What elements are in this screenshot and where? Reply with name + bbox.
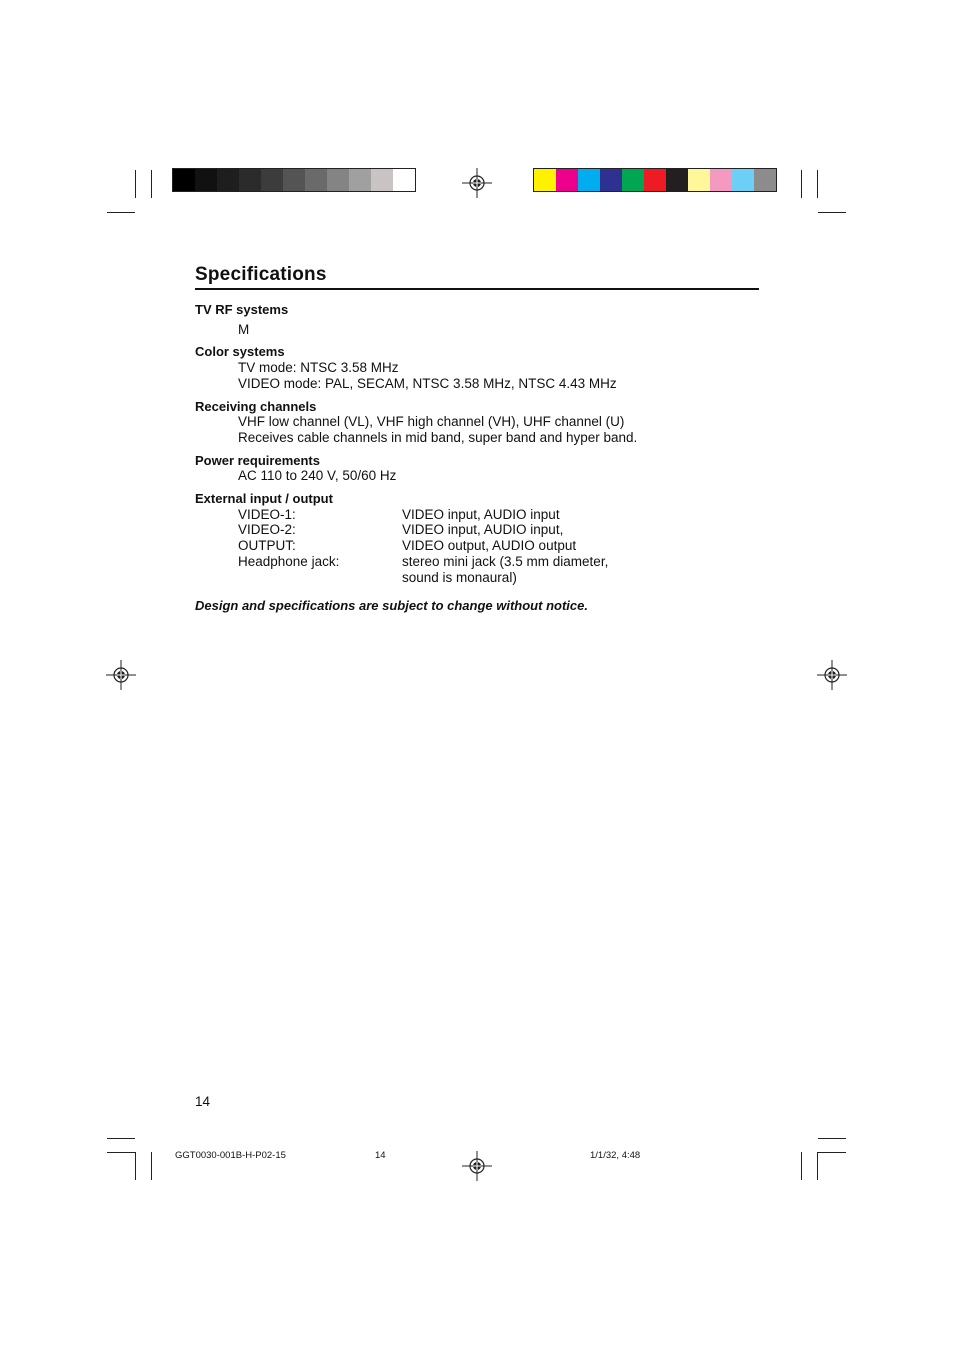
- io-label: OUTPUT:: [238, 538, 296, 554]
- page-title: Specifications: [195, 264, 327, 285]
- section-heading: Color systems: [195, 344, 285, 360]
- notice-text: Design and specifications are subject to change without notice.: [195, 598, 588, 613]
- crop-mark: [817, 170, 818, 198]
- crop-mark: [107, 212, 135, 213]
- spec-line: VIDEO mode: PAL, SECAM, NTSC 3.58 MHz, NTSC 4.43 MHz: [238, 375, 617, 391]
- color-swatch: [688, 169, 710, 191]
- grayscale-bar: [172, 168, 416, 192]
- registration-mark-icon: [106, 660, 136, 690]
- color-swatch: [556, 169, 578, 191]
- page-number: 14: [195, 1094, 211, 1109]
- crop-mark: [818, 1138, 846, 1139]
- color-swatch: [622, 169, 644, 191]
- crop-mark: [817, 1152, 818, 1180]
- specifications-list: [195, 302, 775, 592]
- spec-section-tv-rf: [195, 302, 775, 337]
- spec-line: M: [238, 321, 250, 337]
- color-swatch: [578, 169, 600, 191]
- spec-line: TV mode: NTSC 3.58 MHz: [238, 360, 399, 376]
- spec-section-receiving: [195, 399, 775, 446]
- gray-swatch: [371, 169, 393, 191]
- spec-section-external: [195, 491, 775, 585]
- spec-line: VHF low channel (VL), VHF high channel (VH), UHF channel (U): [238, 414, 625, 430]
- spec-section-color: [195, 344, 775, 391]
- io-row: [195, 507, 775, 523]
- title-underline: [195, 288, 759, 290]
- crop-mark: [801, 1152, 802, 1180]
- crop-mark: [135, 1152, 136, 1180]
- spec-line: Receives cable channels in mid band, super band and hyper band.: [238, 429, 638, 445]
- crop-mark: [151, 170, 152, 198]
- crop-mark: [801, 170, 802, 198]
- gray-swatch: [393, 169, 415, 191]
- crop-mark: [151, 1152, 152, 1180]
- gray-swatch: [305, 169, 327, 191]
- crop-mark: [107, 1138, 135, 1139]
- color-swatch: [666, 169, 688, 191]
- io-row: [195, 554, 775, 585]
- gray-swatch: [217, 169, 239, 191]
- io-value: VIDEO input, AUDIO input,: [402, 522, 564, 538]
- io-label: VIDEO-2:: [238, 522, 296, 538]
- color-swatch: [754, 169, 776, 191]
- gray-swatch: [349, 169, 371, 191]
- footer-page: 14: [375, 1150, 386, 1161]
- registration-mark-icon: [462, 1151, 492, 1181]
- color-swatch: [600, 169, 622, 191]
- io-value: VIDEO input, AUDIO input: [402, 506, 560, 522]
- io-label: Headphone jack:: [238, 553, 340, 569]
- section-heading: TV RF systems: [195, 302, 289, 317]
- crop-mark: [818, 212, 846, 213]
- color-bar: [533, 168, 777, 192]
- io-value: VIDEO output, AUDIO output: [402, 538, 577, 554]
- registration-mark-icon: [817, 660, 847, 690]
- crop-mark: [818, 1152, 846, 1153]
- gray-swatch: [283, 169, 305, 191]
- spec-line: AC 110 to 240 V, 50/60 Hz: [238, 468, 397, 484]
- footer-file: GGT0030-001B-H-P02-15: [175, 1150, 286, 1161]
- crop-mark: [107, 1152, 135, 1153]
- section-heading: Power requirements: [195, 452, 320, 468]
- gray-swatch: [327, 169, 349, 191]
- footer-date: 1/1/32, 4:48: [590, 1150, 641, 1161]
- io-label: VIDEO-1:: [238, 506, 296, 522]
- io-row: [195, 538, 775, 554]
- section-heading: Receiving channels: [195, 398, 317, 414]
- color-swatch: [644, 169, 666, 191]
- registration-mark-icon: [462, 168, 492, 198]
- io-row: [195, 522, 775, 538]
- section-heading: External input / output: [195, 491, 333, 507]
- color-swatch: [710, 169, 732, 191]
- gray-swatch: [195, 169, 217, 191]
- color-swatch: [732, 169, 754, 191]
- gray-swatch: [261, 169, 283, 191]
- gray-swatch: [239, 169, 261, 191]
- gray-swatch: [173, 169, 195, 191]
- color-swatch: [534, 169, 556, 191]
- spec-section-power: [195, 453, 775, 484]
- io-value: stereo mini jack (3.5 mm diameter, sound is monaural): [402, 553, 609, 585]
- crop-mark: [135, 170, 136, 198]
